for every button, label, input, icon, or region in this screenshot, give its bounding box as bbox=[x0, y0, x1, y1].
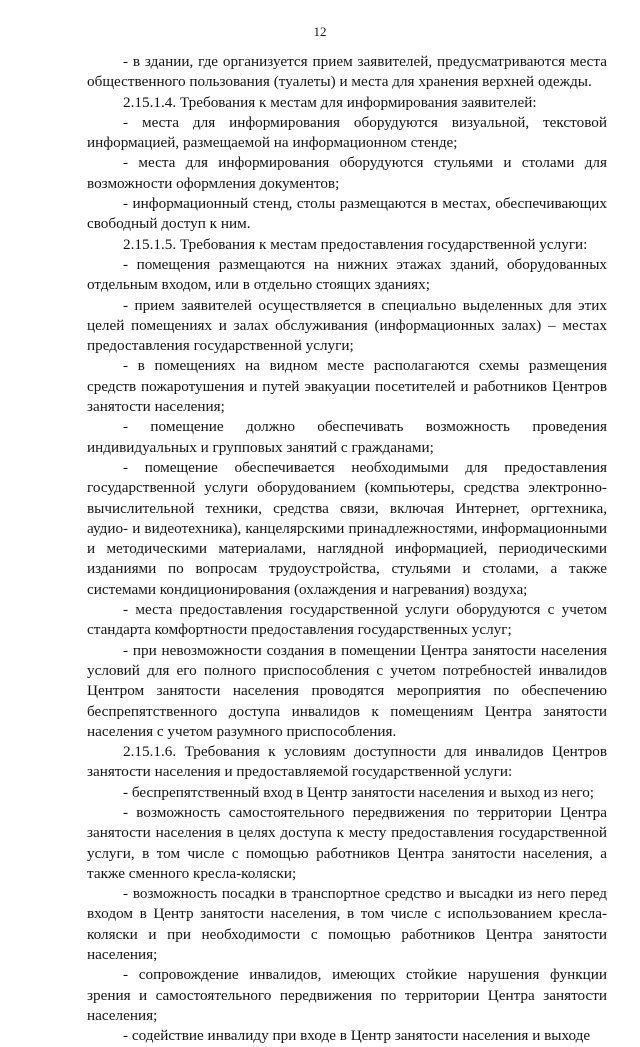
paragraph-info-places-furniture: - места для информирования оборудуются стульями и столами для возможности оформления документов; bbox=[87, 154, 607, 192]
section-heading-2-15-1-6: 2.15.1.6. Требования к условиям доступности для инвалидов Центров занятости населения и предоставляемой государственной услуги: bbox=[87, 743, 607, 781]
paragraph-group-sessions: - помещение должно обеспечивать возможность проведения индивидуальных и групповых занятий с гражданами; bbox=[87, 418, 607, 456]
paragraph-disabled-adaptation: - при невозможности создания в помещении Центра занятости населения условий для его полного приспособления с учетом потребностей инвалидов Центром занятости населения проводятся мероприятия по обеспечению беспрепятственного доступа инвалидов к помещениям Центра занятости населения с учетом разумного приспособления. bbox=[87, 641, 607, 740]
section-heading-2-15-1-5: 2.15.1.5. Требования к местам предоставления государственной услуги: bbox=[123, 235, 588, 253]
paragraph-entry-assistance: - содействие инвалиду при входе в Центр занятости населения и выходе bbox=[123, 1027, 591, 1045]
paragraph-evacuation-schemes: - в помещениях на видном месте располагаются схемы размещения средств пожаротушения и путей эвакуации посетителей и работников Центров занятости населения; bbox=[87, 357, 607, 416]
paragraph-lower-floors: - помещения размещаются на нижних этажах зданий, оборудованных отдельным входом, или в отдельно стоящих зданиях; bbox=[87, 255, 607, 294]
paragraph-info-stand-access: - информационный стенд, столы размещаются в местах, обеспечивающих свободный доступ к ним. bbox=[87, 195, 607, 233]
paragraph-reception-halls: - прием заявителей осуществляется в специально выделенных для этих целей помещениях и залах обслуживания (информационных залах) – местах предоставления государственной услуги; bbox=[87, 296, 607, 355]
section-heading-2-15-1-4: 2.15.1.4. Требования к местам для информирования заявителей: bbox=[123, 93, 537, 111]
paragraph-equipment: - помещение обеспечивается необходимыми для предоставления государственной услуги оборудованием (компьютеры, средства электронно-вычислительной техники, средства связи, включая Интернет, оргтехника, аудио- и видеотехника), канцелярскими принадлежностями, информационными и методическими материалами, наглядной информацией, периодическими изданиями по вопросам трудоустройства, стульями и столами, а также системами кондиционирования (охлаждения и нагревания) воздуха; bbox=[87, 458, 607, 598]
document-body bbox=[87, 52, 607, 1047]
paragraph-entry-exit: - беспрепятственный вход в Центр занятости населения и выход из него; bbox=[123, 783, 595, 801]
paragraph-movement-territory: - возможность самостоятельного передвижения по территории Центра занятости населения в целях доступа к месту предоставления государственной услуги, в том числе с помощью работников Центра занятости населения, а также сменного кресла-коляски; bbox=[87, 803, 607, 882]
paragraph-accompaniment: - сопровождение инвалидов, имеющих стойкие нарушения функции зрения и самостоятельного передвижения по территории Центра занятости населения; bbox=[87, 966, 607, 1024]
paragraph-building-facilities: - в здании, где организуется прием заявителей, предусматриваются места общественного пользования (туалеты) и места для хранения верхней одежды. bbox=[87, 53, 607, 91]
paragraph-info-places-visual: - места для информирования оборудуются визуальной, текстовой информацией, размещаемой на информационном стенде; bbox=[87, 113, 607, 152]
page-number: 12 bbox=[313, 24, 327, 39]
paragraph-vehicle-boarding: - возможность посадки в транспортное средство и высадки из него перед входом в Центр занятости населения, в том числе с использованием кресла-коляски и при необходимости с помощью работников Центра занятости населения; bbox=[87, 885, 607, 964]
paragraph-comfort-standard: - места предоставления государственной услуги оборудуются с учетом стандарта комфортности предоставления государственных услуг; bbox=[87, 601, 607, 639]
